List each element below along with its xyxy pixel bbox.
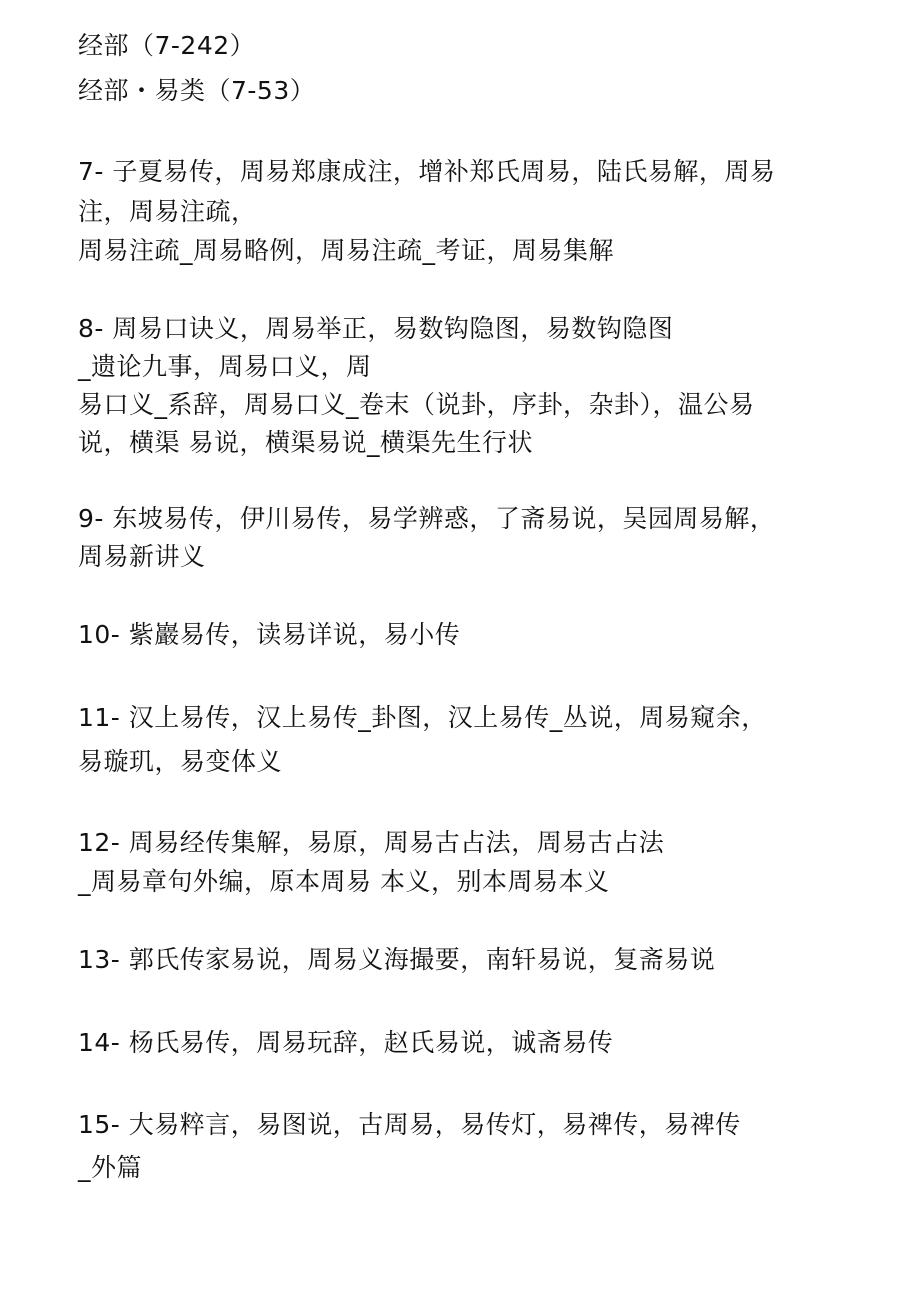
entry-12-line-1: 12- 周易经传集解，易原，周易古占法，周易古占法 <box>78 828 665 857</box>
entry-14-line-1: 14- 杨氏易传，周易玩辞，赵氏易说，诚斋易传 <box>78 1028 614 1057</box>
entry-13-line-1: 13- 郭氏传家易说，周易义海撮要，南轩易说，复斋易说 <box>78 945 716 974</box>
entry-8-line-4: 说，横渠 易说，横渠易说_横渠先生行状 <box>78 428 533 457</box>
entry-15-line-1: 15- 大易粹言，易图说，古周易，易传灯，易禆传，易禆传 <box>78 1110 741 1139</box>
entry-8-line-3: 易口义_系辞，周易口义_卷末（说卦，序卦，杂卦），温公易 <box>78 390 755 419</box>
entry-11-line-1: 11- 汉上易传，汉上易传_卦图，汉上易传_丛说，周易窥余， <box>78 703 767 732</box>
entry-8-line-1: 8- 周易口诀义，周易举正，易数钩隐图，易数钩隐图 <box>78 314 674 343</box>
entry-12-line-2: _周易章句外编，原本周易 本义，别本周易本义 <box>78 867 610 896</box>
entry-7-line-1: 7- 子夏易传，周易郑康成注，增补郑氏周易，陆氏易解，周易 <box>78 157 776 186</box>
heading-jingbu: 经部（7-242） <box>78 31 256 60</box>
entry-9-line-1: 9- 东坡易传，伊川易传，易学辨惑，了斋易说，吴园周易解， <box>78 504 776 533</box>
entry-15-line-2: _外篇 <box>78 1153 143 1182</box>
entry-9-line-2: 周易新讲义 <box>78 542 206 571</box>
heading-yilei: 经部・易类（7-53） <box>78 76 316 105</box>
entry-7-line-2: 注，周易注疏， <box>78 197 257 226</box>
entry-8-line-2: _遗论九事，周易口义，周 <box>78 352 372 381</box>
entry-7-line-3: 周易注疏_周易略例，周易注疏_考证，周易集解 <box>78 236 615 265</box>
entry-11-line-2: 易璇玑，易变体义 <box>78 747 283 776</box>
entry-10-line-1: 10- 紫巖易传，读易详说，易小传 <box>78 620 461 649</box>
